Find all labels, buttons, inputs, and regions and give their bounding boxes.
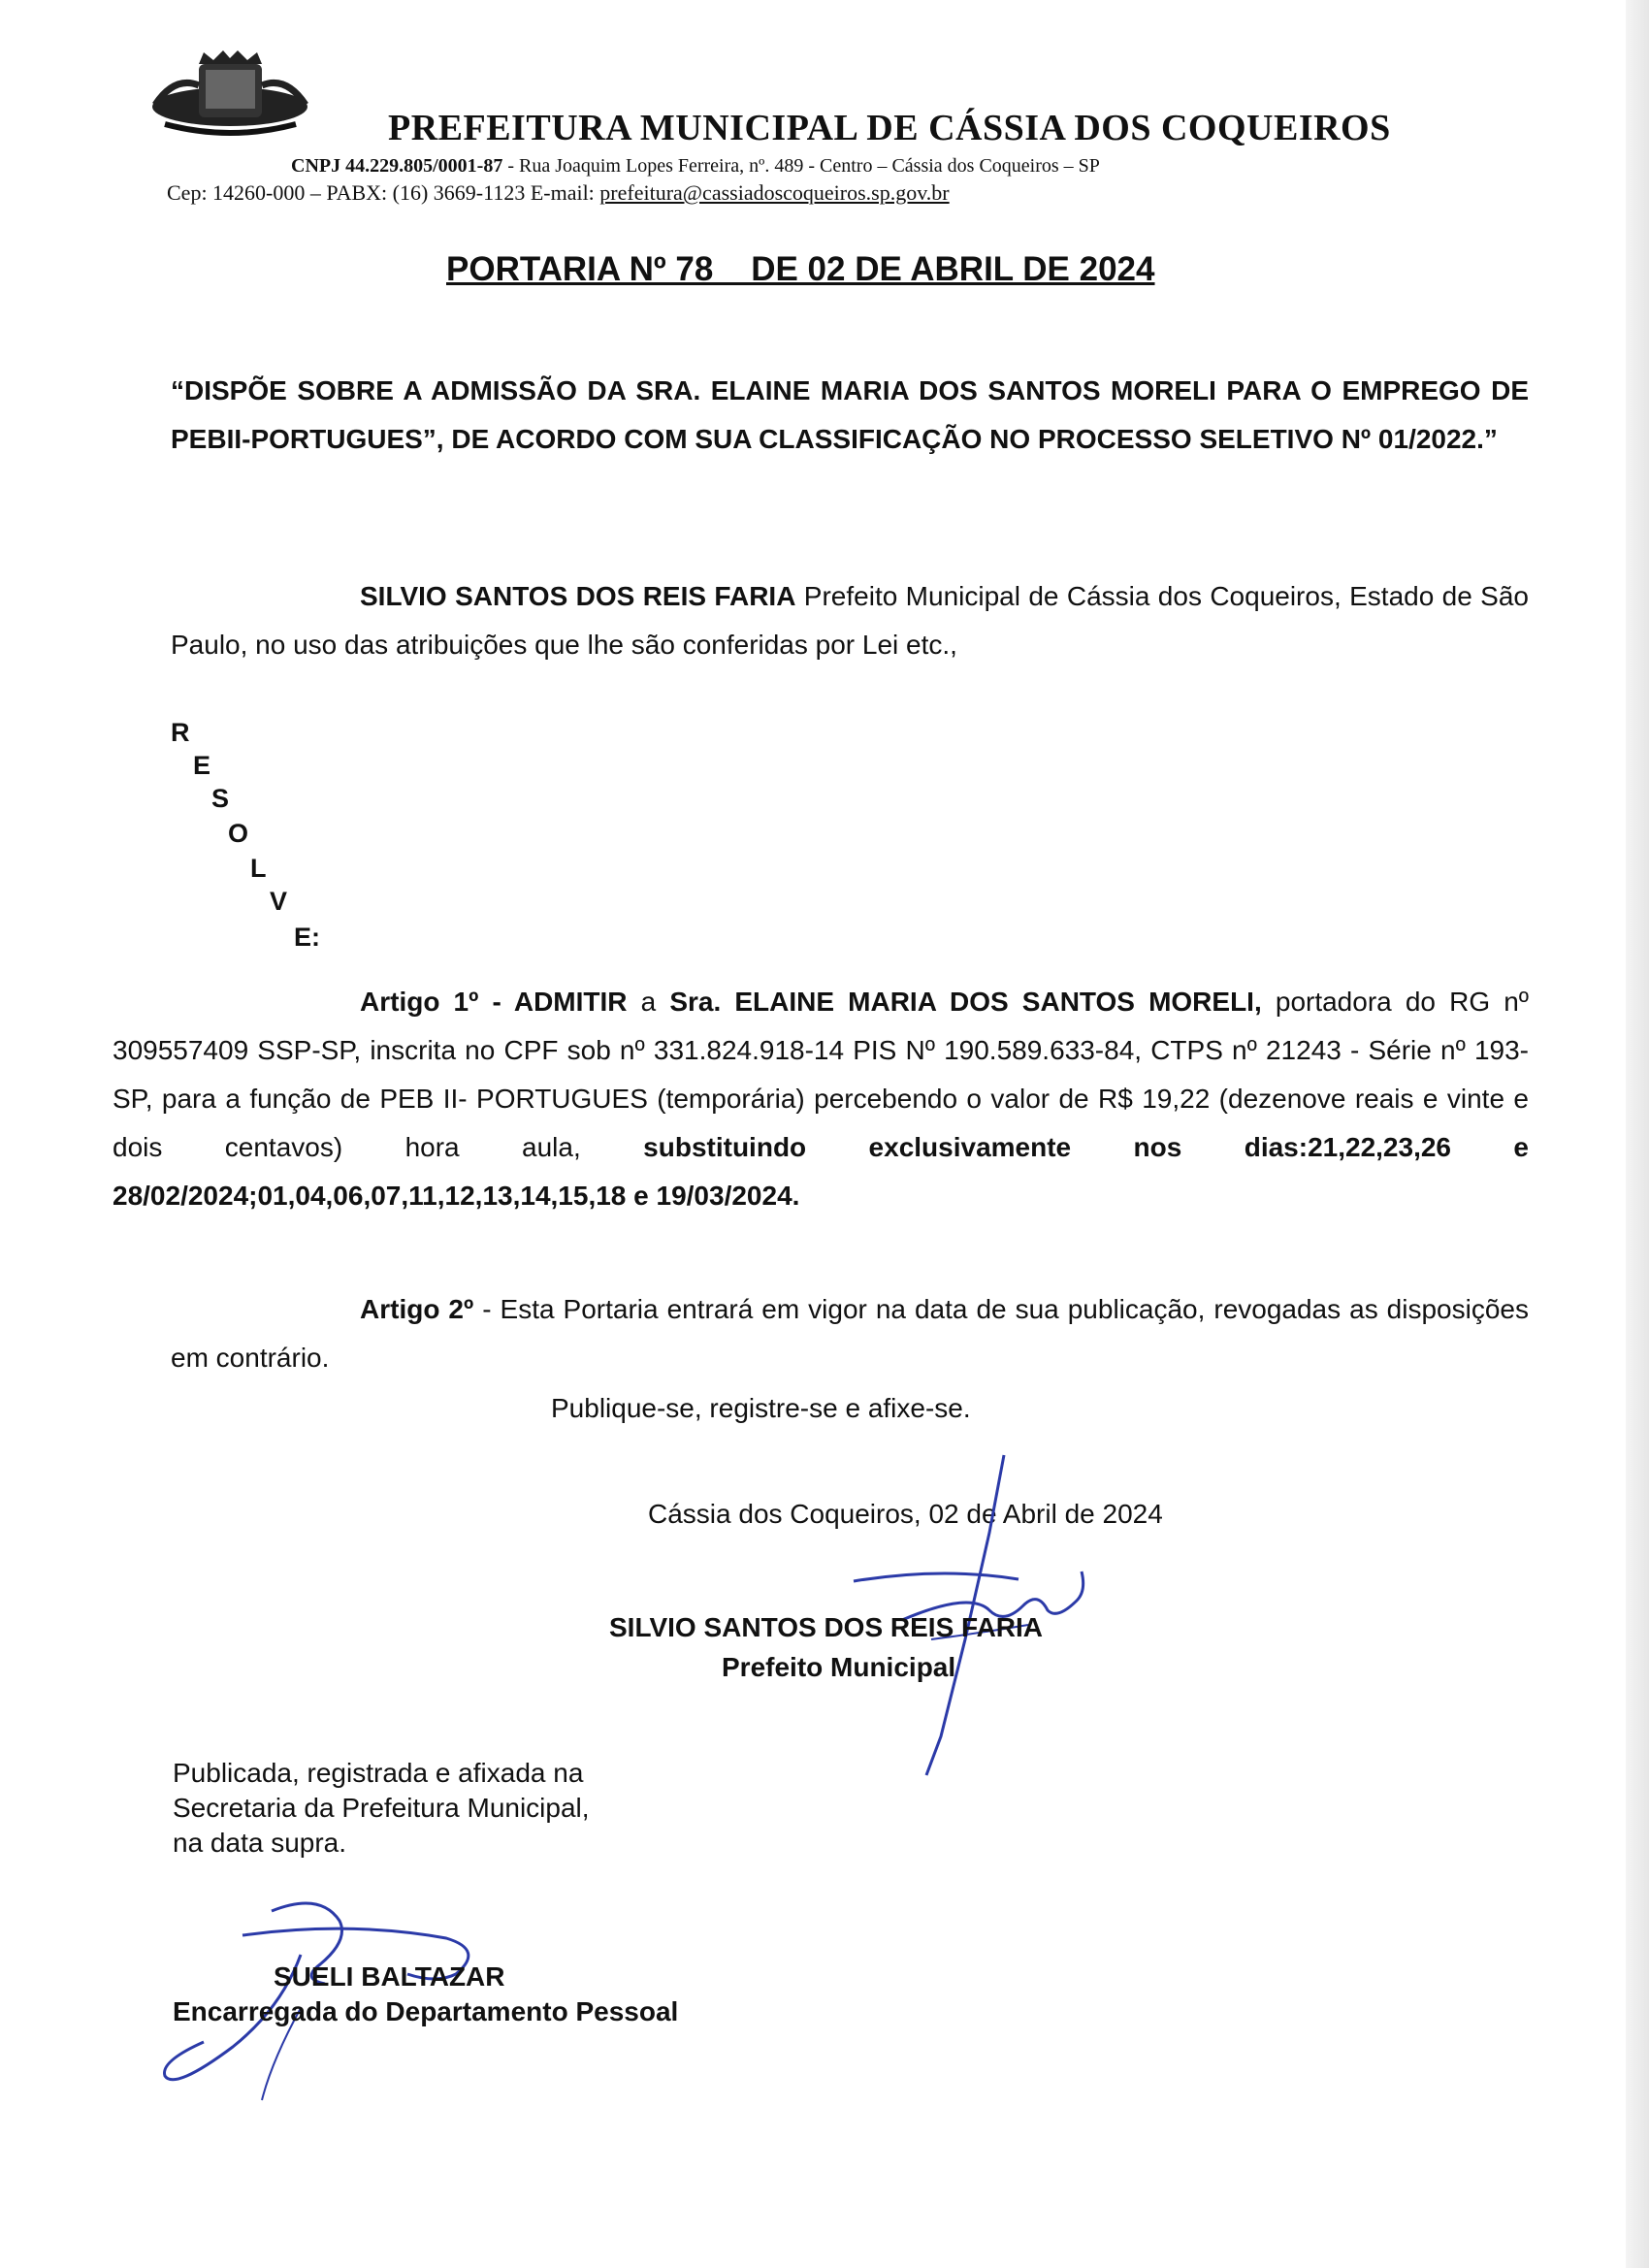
header-contact-line (167, 180, 950, 206)
article-1-body: portadora do RG nº 309557409 SSP-SP, inscrita no CPF sob nº 331.824.918-14 PIS Nº 190.589.633-84, CTPS nº 21243 - Série nº 193-SP, para a função de PEB II- PORTUGUES (temporária) percebendo o valor de R$ 19,22 (dezenove reais e vinte e dois centavos) hora aula, (113, 987, 1530, 1162)
article-2-text: - Esta Portaria entrará em vigor na data de sua publicação, revogadas as disposições em contrário. (171, 1294, 1529, 1373)
place-and-date: Cássia dos Coqueiros, 02 de Abril de 2024 (648, 1499, 1163, 1529)
article-1 (113, 978, 1529, 1220)
preamble-text: Prefeito Municipal de Cássia dos Coqueiros, Estado de São Paulo, no uso das atribuições que lhe são conferidas por Lei etc., (171, 581, 1530, 660)
publication-note (173, 1756, 590, 1861)
preamble-name: SILVIO SANTOS DOS REIS FARIA (360, 581, 796, 611)
publication-order: Publique-se, registre-se e afixe-se. (551, 1393, 971, 1423)
article-1-label: Artigo 1º - ADMITIR (360, 987, 628, 1017)
article-1-substitution-dates: substituindo exclusivamente nos dias:21,22,23,26 e 28/02/2024;01,04,06,07,11,12,13,14,15,18 e 19/03/2024. (113, 1132, 1529, 1211)
signatory-role: Prefeito Municipal (722, 1652, 956, 1682)
publication-note-line-2: Secretaria da Prefeitura Municipal, (173, 1793, 590, 1823)
header-email-link[interactable]: prefeitura@cassiadoscoqueiros.sp.gov.br (599, 180, 950, 205)
municipal-crest-icon (146, 47, 315, 139)
header-address-line (291, 155, 1100, 178)
registrar-signature (155, 1882, 504, 2105)
signatory-name: SILVIO SANTOS DOS REIS FARIA (609, 1612, 1044, 1642)
resolve-letter-r: R (171, 718, 190, 747)
header-cnpj: CNPJ 44.229.805/0001-87 (291, 155, 503, 177)
article-2 (171, 1285, 1529, 1382)
resolve-letter-s: S (211, 784, 230, 813)
preamble-paragraph (171, 572, 1529, 669)
ementa: “DISPÕE SOBRE A ADMISSÃO DA SRA. ELAINE MARIA DOS SANTOS MORELI PARA O EMPREGO DE PEBII-PORTUGUES”, DE ACORDO COM SUA CLASSIFICAÇÃO NO PROCESSO SELETIVO Nº 01/2022.” (171, 375, 1529, 454)
document-title: PORTARIA Nº 78 DE 02 DE ABRIL DE 2024 (446, 250, 1155, 288)
header-title: PREFEITURA MUNICIPAL DE CÁSSIA DOS COQUEIROS (388, 108, 1391, 148)
header-address: - Rua Joaquim Lopes Ferreira, nº. 489 - Centro – Cássia dos Coqueiros – SP (502, 155, 1100, 177)
article-2-label: Artigo 2º (360, 1294, 474, 1324)
resolve-letter-v: V (270, 887, 288, 916)
registrar-name: SUELI BALTAZAR (274, 1961, 505, 1992)
resolve-letter-e-colon: E: (294, 923, 320, 952)
scan-edge (1626, 0, 1649, 2268)
resolve-letter-o: O (228, 819, 249, 848)
resolve-letter-e: E (193, 751, 211, 780)
resolve-letter-l: L (250, 854, 267, 883)
article-1-person: Sra. ELAINE MARIA DOS SANTOS MORELI, (669, 987, 1262, 1017)
publication-note-line-3: na data supra. (173, 1828, 347, 1858)
article-1-connector: a (627, 987, 670, 1017)
publication-note-line-1: Publicada, registrada e afixada na (173, 1758, 584, 1788)
registrar-role: Encarregada do Departamento Pessoal (173, 1996, 679, 2026)
header-cep-pabx: Cep: 14260-000 – PABX: (16) 3669-1123 E-mail: (167, 180, 600, 205)
